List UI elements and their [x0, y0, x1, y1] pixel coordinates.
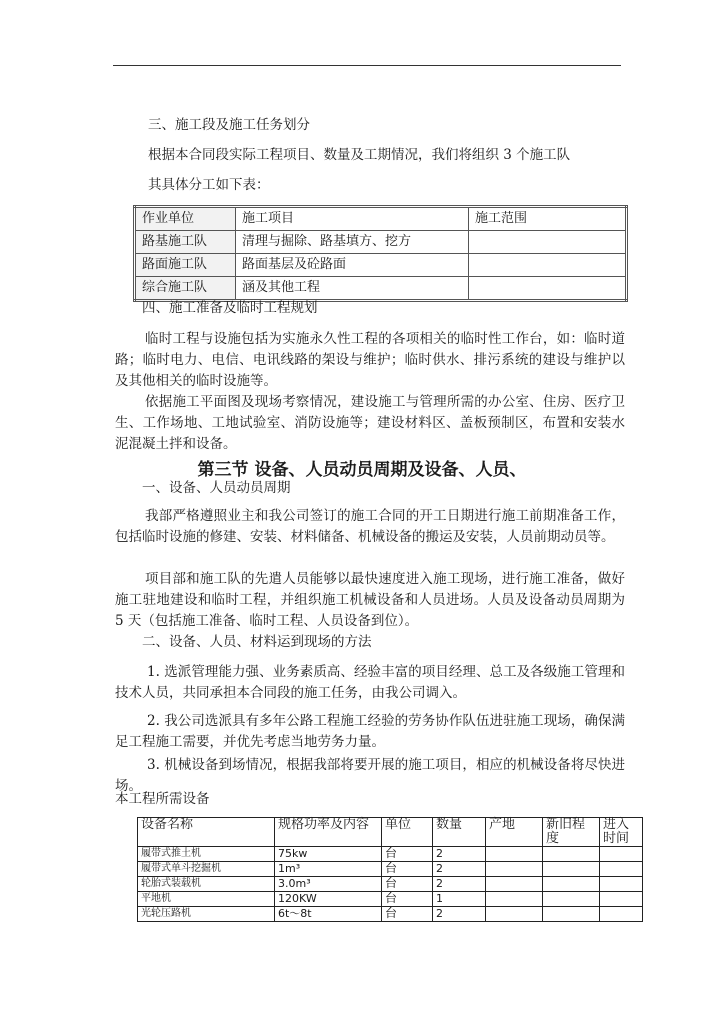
table-cell: 进入时间: [600, 818, 643, 847]
table-cell: [543, 877, 600, 892]
table-cell: 6t～8t: [275, 907, 382, 922]
table-cell: 75kw: [275, 847, 382, 862]
table-cell: [469, 231, 627, 254]
table-cell: 3.0m³: [275, 877, 382, 892]
section3-title: 三、施工段及施工任务划分: [148, 117, 310, 133]
sub2-title: 二、设备、人员、材料运到现场的方法: [142, 634, 372, 650]
task-table: [133, 205, 628, 302]
table-cell: 平地机: [138, 892, 275, 907]
table-cell: 光轮压路机: [138, 907, 275, 922]
chapter-heading: 第三节 设备、人员动员周期及设备、人员、: [197, 460, 527, 480]
table-cell: 台: [382, 862, 433, 877]
item-3: 3. 机械设备到场情况，根据我部将要开展的施工项目，相应的机械设备将尽快进场。: [115, 757, 625, 794]
table-row: [135, 231, 627, 254]
para-site-plan: 依据施工平面图及现场考察情况，建设施工与管理所需的办公室、住房、医疗卫生、工作场地、工地试验室、消防设施等；建设材料区、盖板预制区，布置和安装水泥混凝土拌和设备。: [115, 394, 625, 452]
para-mobilize-1: 我部严格遵照业主和我公司签订的施工合同的开工日期进行施工前期准备工作，包括临时设施的修建、安装、材料储备、机械设备的搬运及安装，人员前期动员等。: [115, 508, 625, 545]
table-cell: 路基施工队: [135, 231, 236, 254]
table-header-row: [138, 818, 643, 847]
table-cell: [469, 277, 627, 301]
sub1-title: 一、设备、人员动员周期: [142, 480, 291, 496]
table-cell: 1m³: [275, 862, 382, 877]
para-mobilize-2: 项目部和施工队的先遣人员能够以最快速度进入施工现场，进行施工准备，做好施工驻地建设和临时工程，并组织施工机械设备和人员进场。人员及设备动员周期为 5 天（包括施工准备、临时工程、人员设备到位）。: [115, 571, 625, 629]
table-cell: [600, 877, 643, 892]
table-cell: [543, 892, 600, 907]
table-cell: 单位: [382, 818, 433, 847]
equipment-table: [137, 817, 643, 922]
table-cell: 台: [382, 847, 433, 862]
table-cell: 作业单位: [135, 207, 236, 231]
table-cell: [486, 862, 543, 877]
table-cell: 综合施工队: [135, 277, 236, 301]
table-cell: 清理与掘除、路基填方、挖方: [236, 231, 469, 254]
table-row: [138, 862, 643, 877]
intro-line-1: 根据本合同段实际工程项目、数量及工期情况，我们将组织 3 个施工队: [148, 147, 571, 163]
table-cell: [543, 862, 600, 877]
table-cell: 台: [382, 892, 433, 907]
table-cell: 施工项目: [236, 207, 469, 231]
table-row: [138, 847, 643, 862]
header-rule: [113, 65, 621, 66]
table-cell: [600, 862, 643, 877]
table-cell: 施工范围: [469, 207, 627, 231]
para-temp-works: 临时工程与设施包括为实施永久性工程的各项相关的临时性工作台，如：临时道路；临时电力、电信、电讯线路的架设与维护；临时供水、排污系统的建设与维护以及其他相关的临时设施等。: [115, 331, 625, 389]
intro-line-2: 其具体分工如下表：: [148, 177, 270, 193]
table-cell: [486, 847, 543, 862]
table-cell: 2: [433, 907, 486, 922]
table-cell: [600, 892, 643, 907]
table-row: [138, 907, 643, 922]
section4-title: 四、施工准备及临时工程规划: [142, 300, 318, 316]
table-row: [138, 892, 643, 907]
item-1: 1. 选派管理能力强、业务素质高、经验丰富的项目经理、总工及各级施工管理和技术人员，共同承担本合同段的施工任务，由我公司调入。: [115, 664, 625, 701]
table-cell: [600, 907, 643, 922]
table-cell: [486, 892, 543, 907]
table-cell: 路面施工队: [135, 254, 236, 277]
table-cell: 轮胎式装载机: [138, 877, 275, 892]
table-cell: 数量: [433, 818, 486, 847]
table-cell: 新旧程度: [543, 818, 600, 847]
table-cell: 1: [433, 892, 486, 907]
equip-caption: 本工程所需设备: [115, 791, 210, 807]
table-cell: 设备名称: [138, 818, 275, 847]
table-cell: 台: [382, 907, 433, 922]
table-cell: [543, 907, 600, 922]
table-cell: 涵及其他工程: [236, 277, 469, 301]
table-row: [135, 277, 627, 301]
table-cell: 2: [433, 862, 486, 877]
table-cell: 产地: [486, 818, 543, 847]
table-header-row: [135, 207, 627, 231]
item-2: 2. 我公司选派具有多年公路工程施工经验的劳务协作队伍进驻施工现场，确保满足工程施工需要，并优先考虑当地劳务力量。: [115, 713, 625, 750]
table-cell: 规格功率及内容: [275, 818, 382, 847]
table-cell: [543, 847, 600, 862]
table-cell: 2: [433, 877, 486, 892]
table-cell: [469, 254, 627, 277]
table-cell: [486, 877, 543, 892]
table-cell: 履带式推土机: [138, 847, 275, 862]
table-cell: 路面基层及砼路面: [236, 254, 469, 277]
table-cell: 履带式单斗挖掘机: [138, 862, 275, 877]
table-cell: [486, 907, 543, 922]
table-cell: [600, 847, 643, 862]
table-cell: 120KW: [275, 892, 382, 907]
table-cell: 2: [433, 847, 486, 862]
table-row: [138, 877, 643, 892]
table-row: [135, 254, 627, 277]
table-cell: 台: [382, 877, 433, 892]
